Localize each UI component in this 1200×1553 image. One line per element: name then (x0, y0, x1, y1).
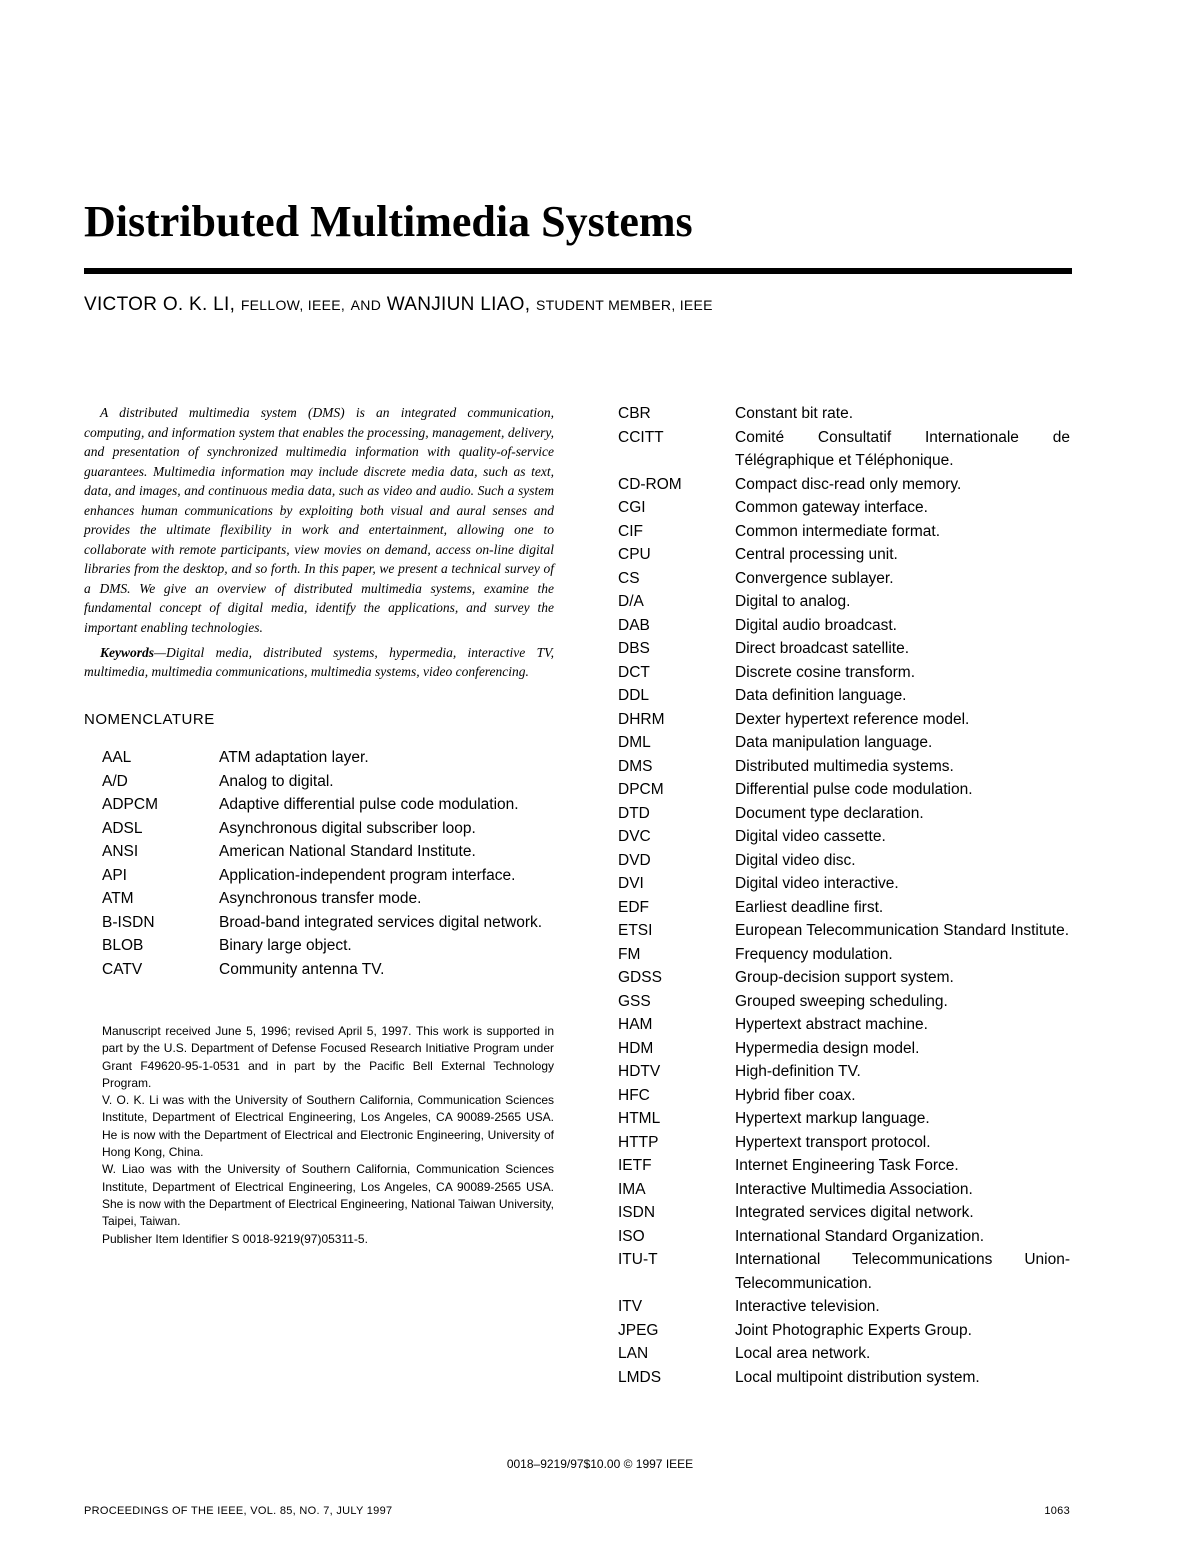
paper-title: Distributed Multimedia Systems (84, 197, 693, 246)
nomenclature-row (102, 864, 552, 888)
nomenclature-row (618, 943, 1070, 967)
nomenclature-row (618, 1248, 1070, 1295)
definition: Hypertext markup language. (735, 1110, 930, 1127)
definition: Broad-band integrated services digital network. (219, 913, 543, 931)
author-2-role: STUDENT MEMBER, IEEE (535, 297, 713, 313)
abbreviation: CIF (618, 522, 643, 540)
abbreviation: CBR (618, 405, 651, 422)
nomenclature-row (618, 590, 1070, 614)
abbreviation: ETSI (618, 922, 653, 939)
nomenclature-row (618, 567, 1070, 591)
definition: Grouped sweeping scheduling. (735, 992, 948, 1010)
abbreviation: GDSS (618, 969, 662, 986)
keywords (84, 643, 554, 681)
keywords-text: —Digital media, distributed systems, hypermedia, interactive TV, multimedia, multimedia communications, multimedia systems, video conferencing. (84, 645, 554, 679)
definition: Data definition language. (735, 687, 907, 704)
definition: ATM adaptation layer. (219, 749, 369, 766)
abbreviation: ISO (618, 1227, 645, 1245)
footnote-liao: W. Liao was with the University of Southern California, Communication Sciences Institute, Department of Electrical Engineering, Los Angeles, CA 90089-2565 USA. She is now with the Department of Electrical Engineering, National Taiwan University, Taipei, Taiwan. (102, 1162, 554, 1229)
definition: Comité Consultatif Internationale de Télégraphique et Téléphonique. (735, 428, 1070, 469)
definition: High-definition TV. (735, 1063, 861, 1080)
definition: Hypertext transport protocol. (735, 1133, 931, 1151)
nomenclature-row (618, 543, 1070, 567)
abbreviation: HDTV (618, 1063, 661, 1080)
nomenclature-row (618, 426, 1070, 473)
nomenclature-row (618, 637, 1070, 661)
abbreviation: CS (618, 569, 640, 587)
definition: Constant bit rate. (735, 405, 854, 422)
nomenclature-row (618, 778, 1070, 802)
definition: Document type declaration. (735, 804, 924, 822)
nomenclature-row (618, 825, 1070, 849)
definition: Interactive Multimedia Association. (735, 1180, 973, 1198)
definition: Interactive television. (735, 1298, 880, 1315)
definition: Discrete cosine transform. (735, 663, 916, 681)
nomenclature-row (102, 746, 552, 770)
nomenclature-row (618, 684, 1070, 708)
abbreviation: A/D (102, 772, 128, 790)
page-number: 1063 (1044, 1505, 1070, 1517)
nomenclature-row (102, 817, 552, 841)
footnote-received: Manuscript received June 5, 1996; revised April 5, 1997. This work is supported in part by the U.S. Department of Defense Focused Research Initiative Program under Grant F49620-95-1-0531 and in part by the Pacific Bell External Technology Program. (102, 1024, 554, 1090)
nomenclature-row (618, 1342, 1070, 1366)
abbreviation: HFC (618, 1086, 650, 1104)
nomenclature-row (102, 911, 552, 935)
definition: Digital video interactive. (735, 875, 899, 892)
author-and: AND (350, 297, 382, 313)
abbreviation: AAL (102, 749, 132, 766)
definition: Common gateway interface. (735, 499, 928, 516)
nomenclature-row (618, 1060, 1070, 1084)
abbreviation: ADSL (102, 819, 143, 837)
definition: Joint Photographic Experts Group. (735, 1321, 972, 1339)
definition: Hybrid fiber coax. (735, 1086, 856, 1104)
definition: Asynchronous transfer mode. (219, 890, 422, 907)
journal-citation: PROCEEDINGS OF THE IEEE, VOL. 85, NO. 7, JULY 1997 (84, 1505, 393, 1517)
nomenclature-row (618, 1295, 1070, 1319)
abbreviation: ATM (102, 890, 134, 907)
definition: Convergence sublayer. (735, 569, 894, 587)
nomenclature-row (618, 496, 1070, 520)
abbreviation: ITV (618, 1298, 643, 1315)
abbreviation: HTTP (618, 1133, 659, 1151)
abbreviation: DCT (618, 663, 650, 681)
title-rule (84, 268, 1072, 274)
nomenclature-row (102, 958, 552, 982)
nomenclature-row (618, 1366, 1070, 1390)
nomenclature-table-left (102, 746, 552, 981)
copyright-line: 0018–9219/97$10.00 © 1997 IEEE (506, 1457, 694, 1471)
abbreviation: DVC (618, 828, 651, 845)
nomenclature-row (102, 840, 552, 864)
abbreviation: D/A (618, 593, 644, 610)
nomenclature-row (618, 661, 1070, 685)
nomenclature-row (618, 1131, 1070, 1155)
nomenclature-table-right (618, 402, 1070, 1389)
definition: Hypertext abstract machine. (735, 1016, 928, 1033)
definition: Asynchronous digital subscriber loop. (219, 819, 476, 837)
nomenclature-row (618, 1178, 1070, 1202)
nomenclature-row (618, 849, 1070, 873)
nomenclature-row (618, 872, 1070, 896)
nomenclature-row (618, 1154, 1070, 1178)
definition: Data manipulation language. (735, 734, 933, 751)
definition: Internet Engineering Task Force. (735, 1157, 959, 1174)
abbreviation: CCITT (618, 428, 664, 446)
nomenclature-row (618, 755, 1070, 779)
definition: International Standard Organization. (735, 1227, 985, 1245)
nomenclature-row (618, 990, 1070, 1014)
abbreviation: HDM (618, 1039, 654, 1057)
abbreviation: DBS (618, 640, 650, 657)
nomenclature-row (618, 614, 1070, 638)
abbreviation: DTD (618, 804, 650, 822)
nomenclature-row (618, 473, 1070, 497)
abbreviation: CGI (618, 499, 646, 516)
definition: Digital to analog. (735, 593, 851, 610)
abbreviation: ADPCM (102, 796, 158, 813)
definition: Digital audio broadcast. (735, 616, 897, 634)
abbreviation: DHRM (618, 710, 665, 728)
definition: Group-decision support system. (735, 969, 954, 986)
abbreviation: CD-ROM (618, 475, 682, 493)
abbreviation: B-ISDN (102, 913, 155, 931)
abbreviation: FM (618, 945, 641, 963)
nomenclature-row (618, 1201, 1070, 1225)
definition: Earliest deadline first. (735, 898, 884, 916)
abbreviation: HTML (618, 1110, 661, 1127)
nomenclature-row (618, 802, 1070, 826)
definition: Local multipoint distribution system. (735, 1368, 980, 1386)
definition: Common intermediate format. (735, 522, 941, 540)
nomenclature-row (618, 708, 1070, 732)
nomenclature-row (618, 402, 1070, 426)
definition: Digital video disc. (735, 851, 856, 869)
definition: Central processing unit. (735, 546, 898, 563)
definition: Local area network. (735, 1345, 871, 1362)
abbreviation: JPEG (618, 1321, 659, 1339)
nomenclature-row (618, 731, 1070, 755)
abbreviation: HAM (618, 1016, 653, 1033)
abstract: A distributed multimedia system (DMS) is an integrated communication, computing, and information system that enables the processing, management, delivery, and presentation of synchronized multimedia information with quality-of-service guarantees. Multimedia information may include discrete media data, such as text, data, and images, and continuous media data, such as video and audio. Such a system enhances human communications by exploiting both visual and aural senses and provides the ultimate flexibility in work and entertainment, allowing one to collaborate with remote participants, view movies on demand, access on-line digital libraries from the desktop, and so forth. In this paper, we present a technical survey of a DMS. We give an overview of distributed multimedia systems, examine the fundamental concept of digital media, identify the applications, and survey the important enabling technologies. (84, 405, 554, 635)
nomenclature-row (102, 934, 552, 958)
nomenclature-row (618, 966, 1070, 990)
nomenclature-row (102, 770, 552, 794)
author-1: VICTOR O. K. LI, (84, 294, 236, 315)
footnote-pii: Publisher Item Identifier S 0018-9219(97)05311-5. (102, 1231, 368, 1246)
abbreviation: DAB (618, 616, 650, 634)
left-column (84, 403, 554, 1248)
definition: Binary large object. (219, 937, 352, 954)
author-2: WANJIUN LIAO, (386, 294, 531, 315)
nomenclature-row (618, 1013, 1070, 1037)
abbreviation: DMS (618, 757, 653, 775)
definition: Differential pulse code modulation. (735, 781, 973, 798)
abbreviation: ITU-T (618, 1251, 658, 1268)
abbreviation: IETF (618, 1157, 652, 1174)
keywords-label: Keywords (100, 645, 154, 660)
definition: Analog to digital. (219, 772, 334, 790)
nomenclature-row (618, 896, 1070, 920)
abbreviation: EDF (618, 898, 649, 916)
author-1-role: FELLOW, IEEE, (240, 297, 346, 313)
nomenclature-row (618, 1319, 1070, 1343)
nomenclature-row (618, 1037, 1070, 1061)
definition: American National Standard Institute. (219, 843, 476, 860)
nomenclature-row (102, 793, 552, 817)
author-line (84, 294, 713, 316)
abbreviation: ANSI (102, 843, 139, 860)
definition: Dexter hypertext reference model. (735, 710, 970, 728)
abbreviation: DML (618, 734, 651, 751)
nomenclature-row (618, 1107, 1070, 1131)
definition: Digital video cassette. (735, 828, 886, 845)
abbreviation: CATV (102, 960, 143, 978)
nomenclature-row (618, 1225, 1070, 1249)
abbreviation: DVI (618, 875, 644, 892)
nomenclature-row (102, 887, 552, 911)
abbreviation: DDL (618, 687, 650, 704)
abbreviation: BLOB (102, 937, 144, 954)
page-footer (84, 1505, 1070, 1517)
footnote-li: V. O. K. Li was with the University of Southern California, Communication Sciences Institute, Department of Electrical Engineering, Los Angeles, CA 90089-2565 USA. He is now with the Department of Electrical and Electronic Engineering, University of Hong Kong, China. (102, 1093, 554, 1160)
abbreviation: GSS (618, 992, 651, 1010)
definition: Compact disc-read only memory. (735, 475, 962, 493)
definition: Distributed multimedia systems. (735, 757, 954, 775)
abbreviation: DPCM (618, 781, 664, 798)
nomenclature-row (618, 520, 1070, 544)
definition: Community antenna TV. (219, 960, 385, 978)
definition: Direct broadcast satellite. (735, 640, 910, 657)
definition: Frequency modulation. (735, 945, 893, 963)
definition: Adaptive differential pulse code modulation. (219, 796, 519, 813)
abbreviation: IMA (618, 1180, 646, 1198)
footnotes (102, 1023, 554, 1248)
right-column (618, 402, 1070, 1389)
abbreviation: DVD (618, 851, 651, 869)
definition: Application-independent program interface. (219, 866, 516, 884)
abbreviation: LMDS (618, 1368, 662, 1386)
abbreviation: LAN (618, 1345, 649, 1362)
abbreviation: ISDN (618, 1204, 656, 1221)
abbreviation: CPU (618, 546, 651, 563)
definition: European Telecommunication Standard Institute. (735, 922, 1070, 939)
abbreviation: API (102, 866, 127, 884)
nomenclature-row (618, 919, 1070, 943)
definition: International Telecommunications Union-Telecommunication. (735, 1251, 1070, 1292)
nomenclature-row (618, 1084, 1070, 1108)
nomenclature-heading: NOMENCLATURE (84, 711, 215, 728)
definition: Hypermedia design model. (735, 1039, 920, 1057)
definition: Integrated services digital network. (735, 1204, 974, 1221)
